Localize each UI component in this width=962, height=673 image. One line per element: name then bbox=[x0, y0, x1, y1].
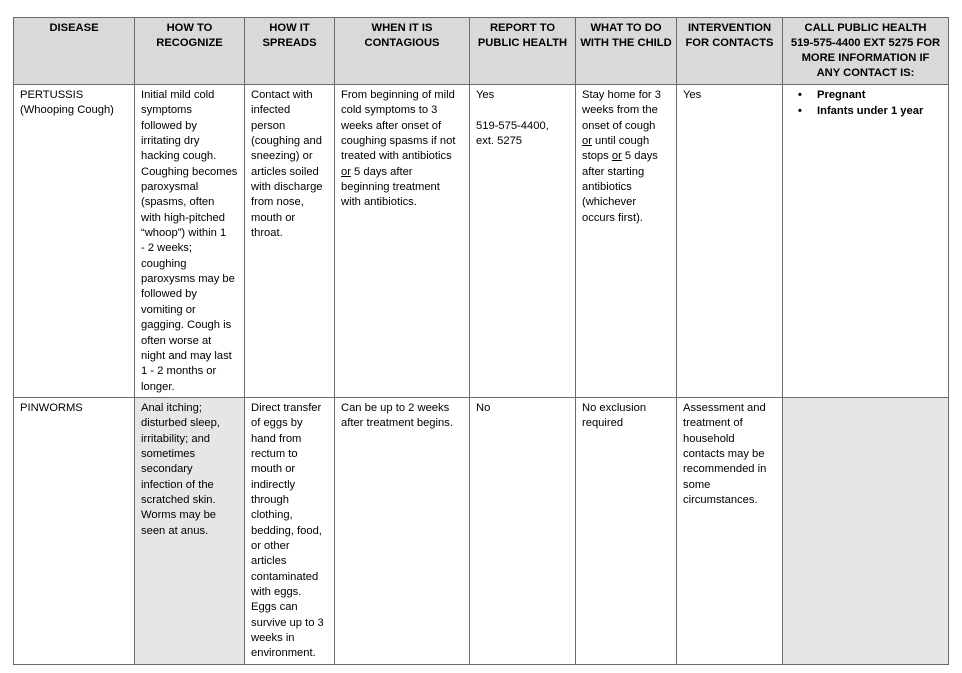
cell-call-public-health-if bbox=[783, 85, 949, 398]
header-how-it-spreads: HOW IT SPREADS bbox=[245, 18, 335, 85]
cell-disease-name: PERTUSSIS (Whooping Cough) bbox=[14, 85, 135, 398]
header-when-contagious: WHEN IT IS CONTAGIOUS bbox=[335, 18, 470, 85]
cell-intervention-contacts: Assessment and treatment of household contacts may be recommended in some circumstances. bbox=[677, 397, 783, 664]
cell-when-contagious: From beginning of mild cold symptoms to 3 weeks after onset of coughing spasms if not treated with antibiotics or 5 days after beginning treatment with antibiotics. bbox=[335, 85, 470, 398]
list-item: • Infants under 1 year bbox=[789, 104, 942, 120]
header-row bbox=[14, 18, 949, 85]
list-item: • Pregnant bbox=[789, 88, 942, 104]
disease-reference-table bbox=[13, 17, 949, 665]
cell-what-to-do-child: Stay home for 3 weeks from the onset of cough or until cough stops or 5 days after starting antibiotics (whichever occurs first). bbox=[576, 85, 677, 398]
cell-when-contagious: Can be up to 2 weeks after treatment begins. bbox=[335, 397, 470, 664]
cell-call-public-health-if bbox=[783, 397, 949, 664]
cell-how-to-recognize: Anal itching; disturbed sleep, irritability; and sometimes secondary infection of the scratched skin. Worms may be seen at anus. bbox=[135, 397, 245, 664]
cell-disease-name: PINWORMS bbox=[14, 397, 135, 664]
cell-how-it-spreads: Direct transfer of eggs by hand from rectum to mouth or indirectly through clothing, bedding, food, or other articles contaminated with eggs. Eggs can survive up to 3 weeks in environment. bbox=[245, 397, 335, 664]
header-intervention-contacts: INTERVENTION FOR CONTACTS bbox=[677, 18, 783, 85]
bullet-list bbox=[789, 88, 942, 120]
header-how-to-recognize: HOW TO RECOGNIZE bbox=[135, 18, 245, 85]
cell-report-public-health: Yes 519-575-4400, ext. 5275 bbox=[470, 85, 576, 398]
header-report-public-health: REPORT TO PUBLIC HEALTH bbox=[470, 18, 576, 85]
cell-report-public-health: No bbox=[470, 397, 576, 664]
phone-number: 519-575-4400, bbox=[476, 119, 549, 132]
cell-how-to-recognize: Initial mild cold symptoms followed by irritating dry hacking cough. Coughing becomes paroxysmal (spasms, often with high-pitched “whoop”) within 1 - 2 weeks; coughing paroxysms may be followed by vomiting or gagging. Cough is often worse at night and may last 1 - 2 months or longer. bbox=[135, 85, 245, 398]
cell-intervention-contacts: Yes bbox=[677, 85, 783, 398]
cell-what-to-do-child: No exclusion required bbox=[576, 397, 677, 664]
table-row-pinworms bbox=[14, 397, 949, 664]
header-disease: DISEASE bbox=[14, 18, 135, 85]
bullet-icon: • bbox=[798, 89, 802, 101]
header-call-public-health: CALL PUBLIC HEALTH 519-575-4400 EXT 5275 FOR MORE INFORMATION IF ANY CONTACT IS: bbox=[783, 18, 949, 85]
bullet-icon: • bbox=[798, 104, 802, 117]
header-what-to-do-child: WHAT TO DO WITH THE CHILD bbox=[576, 18, 677, 85]
cell-how-it-spreads: Contact with infected person (coughing and sneezing) or articles soiled with discharge from nose, mouth or throat. bbox=[245, 85, 335, 398]
table-row-pertussis bbox=[14, 85, 949, 398]
